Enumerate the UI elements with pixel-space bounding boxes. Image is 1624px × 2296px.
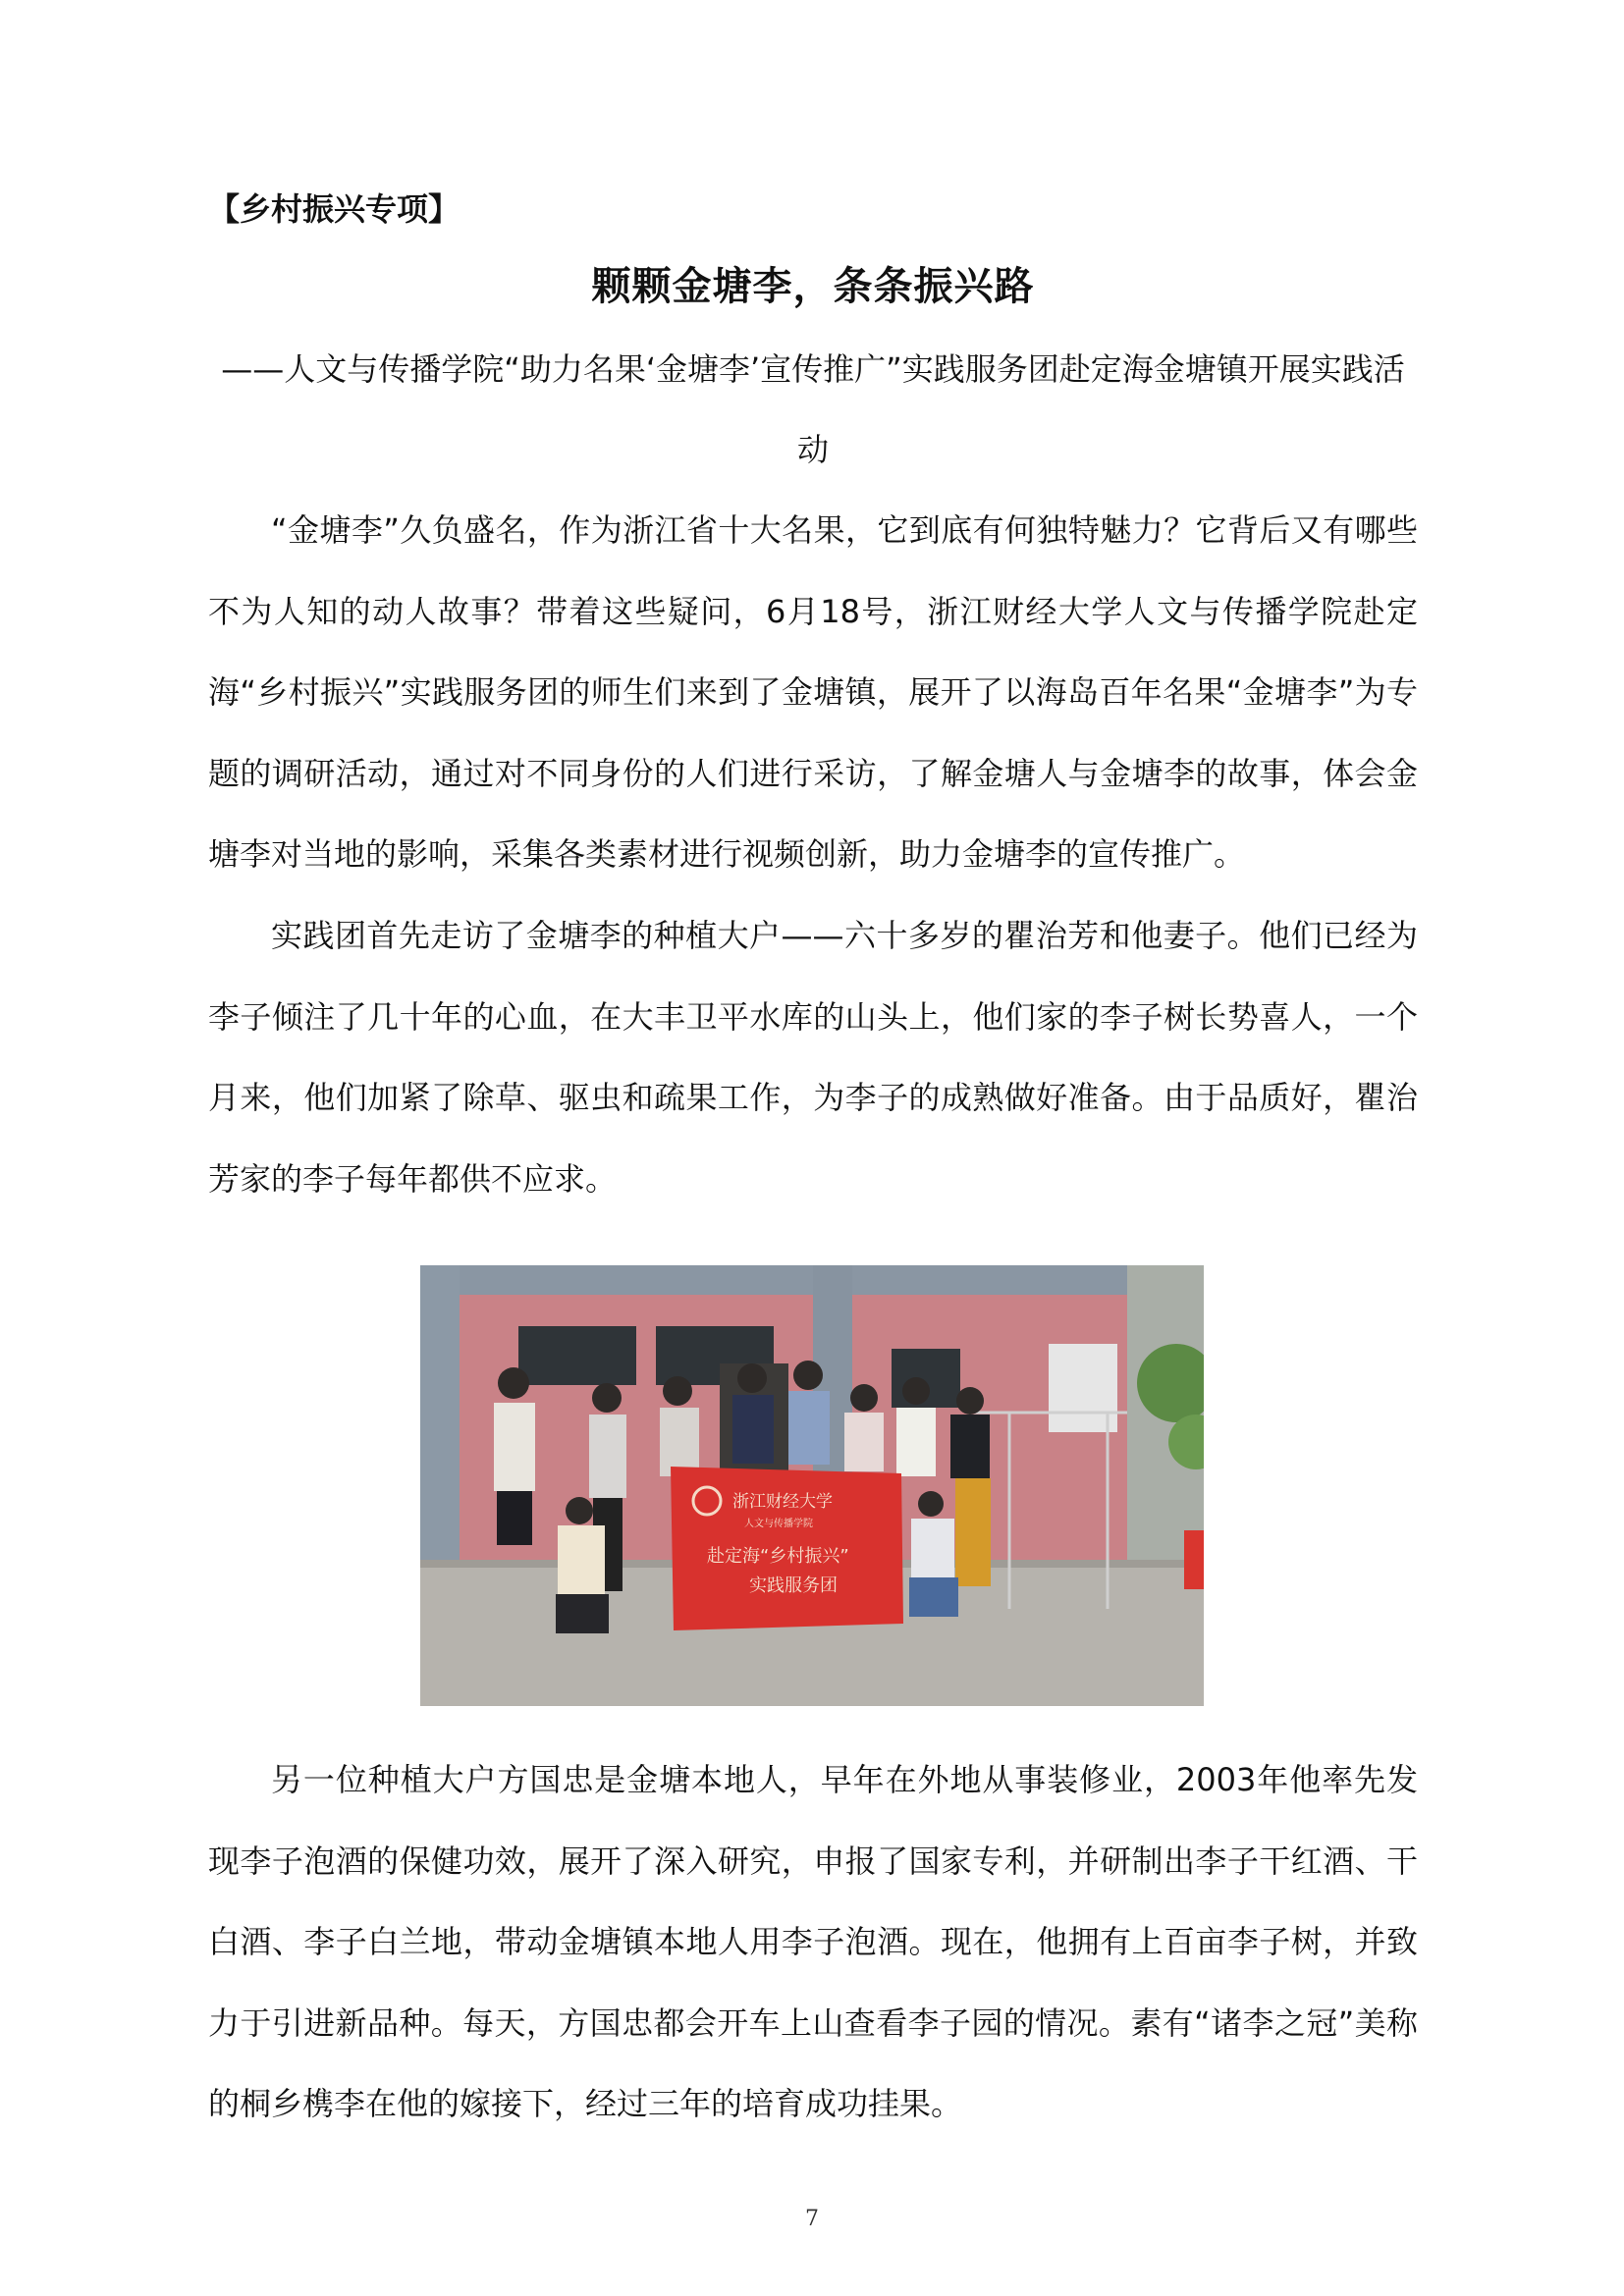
group-photo (420, 1265, 1204, 1706)
text-after-photo (208, 1739, 1418, 2145)
main-text-column (208, 182, 1418, 1219)
banner-text-2: 人文与传播学院 (744, 1519, 813, 1529)
banner-text-4: 实践服务团 (749, 1575, 838, 1596)
paragraph-intro: “金塘李”久负盛名，作为浙江省十大名果，它到底有何独特魅力？它背后又有哪些不为人知的动人故事？带着这些疑问，6月18号，浙江财经大学人文与传播学院赴定海“乡村振兴”实践服务团的师生们来到了金塘镇，展开了以海岛百年名果“金塘李”为专题的调研活动，通过对不同身份的人们进行采访，了解金塘人与金塘李的故事，体会金塘李对当地的影响，采集各类素材进行视频创新，助力金塘李的宣传推广。 (208, 511, 1418, 874)
paragraph-grower-qu: 实践团首先走访了金塘李的种植大户——六十多岁的瞿治芳和他妻子。他们已经为李子倾注了几十年的心血，在大丰卫平水库的山头上，他们家的李子树长势喜人，一个月来，他们加紧了除草、驱虫和疏果工作，为李子的成熟做好准备。由于品质好，瞿治芳家的李子每年都供不应求。 (208, 916, 1418, 1198)
article-subtitle: ——人文与传播学院“助力名果‘金塘李’宣传推广”实践服务团赴定海金塘镇开展实践活动 (221, 350, 1405, 468)
banner-text-3: 赴定海“乡村振兴” (707, 1546, 849, 1567)
article-title: 颗颗金塘李，条条振兴路 (591, 264, 1035, 309)
red-banner (671, 1467, 903, 1630)
page-number: 7 (805, 2207, 819, 2231)
section-tag: 【乡村振兴专项】 (208, 190, 460, 228)
paragraph-grower-fang: 另一位种植大户方国忠是金塘本地人，早年在外地从事装修业，2003年他率先发现李子泡酒的保健功效，展开了深入研究，申报了国家专利，并研制出李子干红酒、干白酒、李子白兰地，带动金塘镇本地人用李子泡酒。现在，他拥有上百亩李子树，并致力于引进新品种。每天，方国忠都会开车上山查看李子园的情况。素有“诸李之冠”美称的桐乡槜李在他的嫁接下，经过三年的培育成功挂果。 (208, 1761, 1418, 2123)
banner-text-1: 浙江财经大学 (732, 1492, 833, 1512)
